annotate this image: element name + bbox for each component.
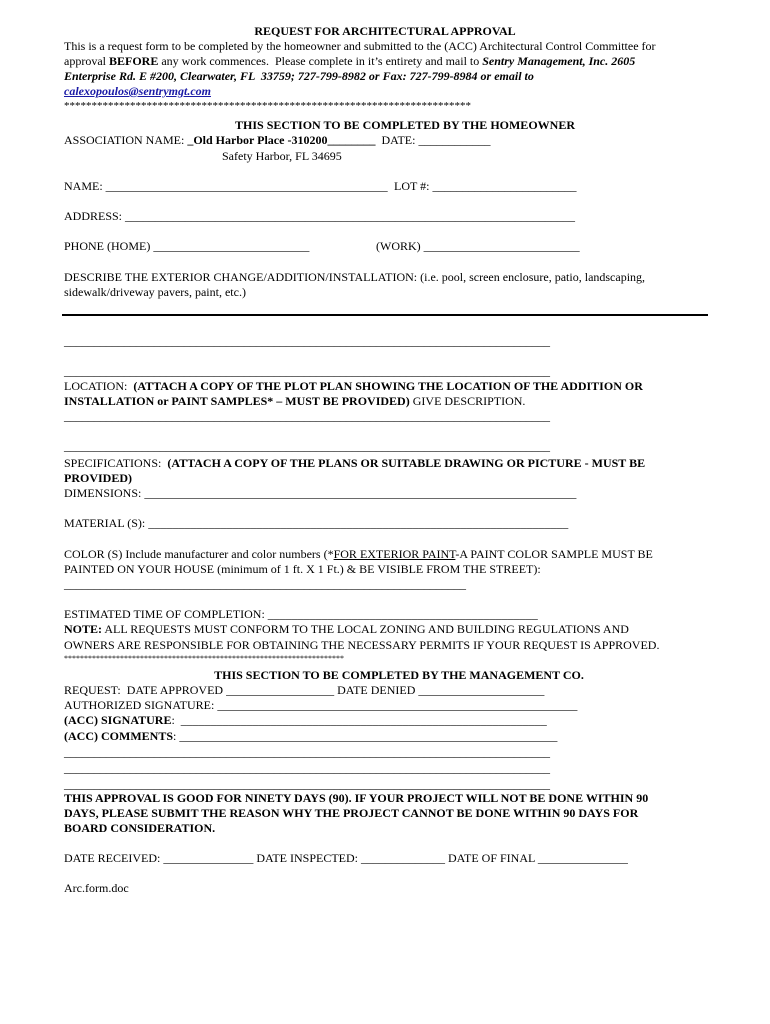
describe-label-1: DESCRIBE THE EXTERIOR CHANGE/ADDITION/INSTALLATION: (i.e. pool, screen enclosure, patio, landscaping,	[64, 270, 646, 284]
address-field[interactable]: ADDRESS: ___________________________________________________________________________	[64, 209, 576, 223]
intro-line-1: This is a request form to be completed by the homeowner and submitted to the (ACC) Architectural Control Committee for	[64, 39, 656, 53]
association-row: ASSOCIATION NAME: _Old Harbor Place -310200________ DATE: ____________	[64, 133, 491, 147]
horizontal-rule	[62, 314, 708, 316]
lot-field[interactable]: LOT #: ________________________	[394, 179, 577, 193]
comments-blank-line[interactable]: _________________________________________________________________________________	[64, 745, 550, 759]
association-name-value: _Old Harbor Place -310200________	[187, 133, 376, 147]
dimensions-field[interactable]: DIMENSIONS: ________________________________________________________________________	[64, 486, 577, 500]
location-label-1: LOCATION: (ATTACH A COPY OF THE PLOT PLAN SHOWING THE LOCATION OF THE ADDITION OR	[64, 379, 643, 393]
material-field[interactable]: MATERIAL (S): ______________________________________________________________________	[64, 516, 569, 530]
authorized-signature-field[interactable]: AUTHORIZED SIGNATURE: ____________________________________________________________	[64, 698, 578, 712]
acc-comments-field[interactable]: (ACC) COMMENTS: _______________________________________________________________	[64, 729, 558, 743]
location-blank-line[interactable]: _________________________________________________________________________________	[64, 409, 550, 423]
phone-work-field[interactable]: (WORK) __________________________	[376, 239, 580, 253]
color-label-1: COLOR (S) Include manufacturer and color numbers (*FOR EXTERIOR PAINT-A PAINT COLOR SAMPLE MUST BE	[64, 547, 653, 561]
comments-blank-line[interactable]: _________________________________________________________________________________	[64, 777, 550, 791]
approval-notice-2: DAYS, PLEASE SUBMIT THE REASON WHY THE PROJECT CANNOT BE DONE WITHIN 90 DAYS FOR	[64, 806, 639, 820]
homeowner-section-heading: THIS SECTION TO BE COMPLETED BY THE HOMEOWNER	[235, 118, 575, 132]
comments-blank-line[interactable]: _________________________________________________________________________________	[64, 761, 550, 775]
approval-notice-1: THIS APPROVAL IS GOOD FOR NINETY DAYS (90). IF YOUR PROJECT WILL NOT BE DONE WITHIN 90	[64, 791, 649, 805]
footer-filename: Arc.form.doc	[64, 881, 129, 895]
color-blank-line[interactable]: ___________________________________________________________________	[64, 577, 466, 591]
describe-blank-line[interactable]: _________________________________________________________________________________	[64, 364, 550, 378]
star-divider: **********************************************************************	[64, 654, 344, 663]
estimated-completion-field[interactable]: ESTIMATED TIME OF COMPLETION: _____________________________________________	[64, 607, 538, 621]
intro-line-3: Enterprise Rd. E #200, Clearwater, FL 33759; 727-799-8982 or Fax: 727-799-8984 or email to	[64, 69, 534, 83]
note-line-2: OWNERS ARE RESPONSIBLE FOR OBTAINING THE NECESSARY PERMITS IF YOUR REQUEST IS APPROVED.	[64, 638, 660, 652]
specifications-label-1: SPECIFICATIONS: (ATTACH A COPY OF THE PLANS OR SUITABLE DRAWING OR PICTURE - MUST BE	[64, 456, 646, 470]
describe-label-2: sidewalk/driveway pavers, paint, etc.)	[64, 285, 246, 299]
color-label-2: PAINTED ON YOUR HOUSE (minimum of 1 ft. X 1 Ft.) & BE VISIBLE FROM THE STREET):	[64, 562, 541, 576]
location-blank-line[interactable]: _________________________________________________________________________________	[64, 439, 550, 453]
note-line-1: NOTE: ALL REQUESTS MUST CONFORM TO THE LOCAL ZONING AND BUILDING REGULATIONS AND	[64, 622, 629, 636]
describe-blank-line[interactable]: _________________________________________________________________________________	[64, 334, 550, 348]
final-dates-fields[interactable]: DATE RECEIVED: _______________ DATE INSPECTED: ______________ DATE OF FINAL _______________	[64, 851, 628, 865]
specifications-label-2: PROVIDED)	[64, 471, 132, 485]
acc-signature-field[interactable]: (ACC) SIGNATURE: _____________________________________________________________	[64, 713, 547, 727]
association-city: Safety Harbor, FL 34695	[222, 149, 342, 163]
date-field[interactable]: DATE: ____________	[375, 133, 491, 147]
star-divider: **************************************************************************	[64, 100, 471, 112]
approval-notice-3: BOARD CONSIDERATION.	[64, 821, 216, 835]
intro-line-2: approval BEFORE any work commences. Please complete in it’s entirety and mail to Sentry Management, Inc. 2605	[64, 54, 636, 68]
request-date-fields[interactable]: REQUEST: DATE APPROVED __________________ DATE DENIED _____________________	[64, 683, 545, 697]
form-title: REQUEST FOR ARCHITECTURAL APPROVAL	[254, 24, 516, 38]
email-link[interactable]: calexopoulos@sentrymgt.com	[64, 84, 211, 98]
location-label-2: INSTALLATION or PAINT SAMPLES* – MUST BE PROVIDED) GIVE DESCRIPTION.	[64, 394, 526, 408]
management-section-heading: THIS SECTION TO BE COMPLETED BY THE MANAGEMENT CO.	[214, 668, 584, 682]
name-field[interactable]: NAME: _______________________________________________	[64, 179, 388, 193]
phone-home-field[interactable]: PHONE (HOME) __________________________	[64, 239, 310, 253]
